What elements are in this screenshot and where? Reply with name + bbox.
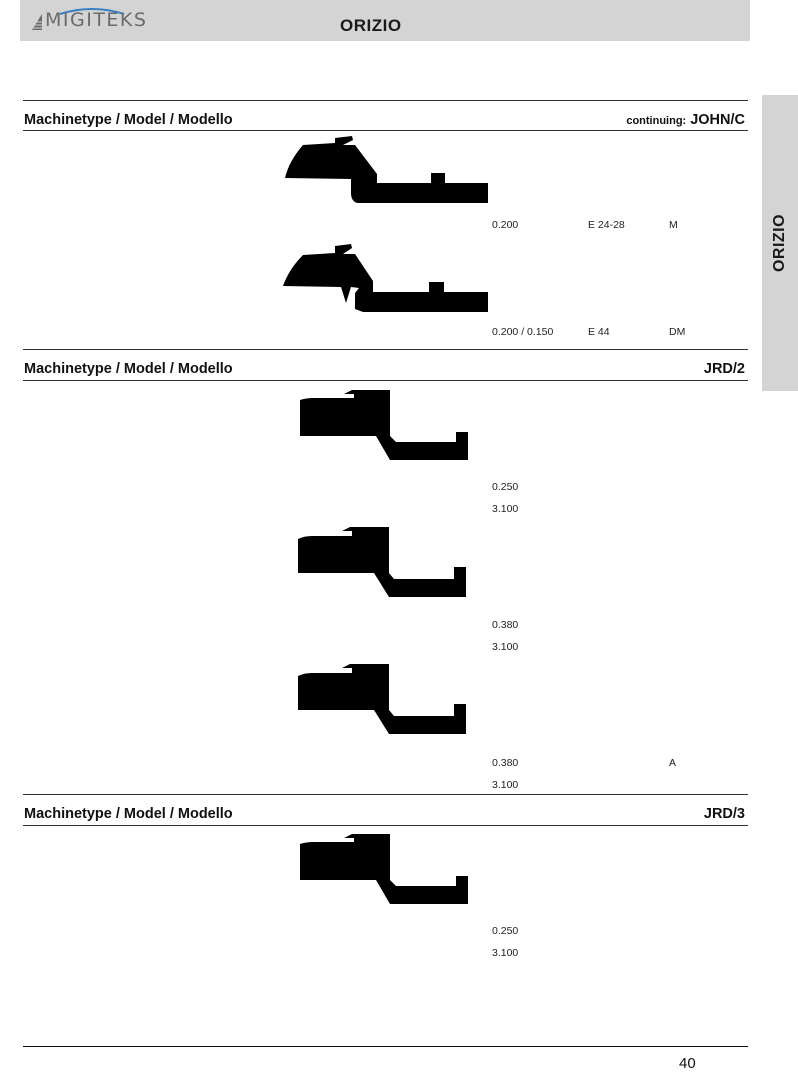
section-model [626, 112, 745, 128]
section-title: Machinetype / Model / Modello [24, 112, 233, 128]
side-tab [762, 95, 798, 391]
footer-divider [23, 1046, 748, 1047]
value-1: 0.380 [492, 619, 519, 631]
value-2: E 24-28 [588, 219, 625, 231]
section-model [704, 361, 745, 377]
value-3: M [669, 219, 678, 231]
value-1: 0.250 [492, 481, 519, 493]
section-divider [23, 130, 748, 131]
value-1: 0.380 [492, 757, 519, 769]
value-1: 0.200 / 0.150 [492, 326, 554, 338]
value-3: DM [669, 326, 686, 338]
section-divider [23, 100, 748, 101]
section-divider [23, 349, 748, 350]
value-2: 3.100 [492, 641, 519, 653]
logo-text: MIGITEKS [45, 9, 148, 31]
value-2: 3.100 [492, 503, 519, 515]
section-divider [23, 794, 748, 795]
value-1: 0.250 [492, 925, 519, 937]
section-model [704, 806, 745, 822]
sinker-profile [298, 388, 473, 463]
sinker-profile [296, 525, 471, 600]
value-2: E 44 [588, 326, 610, 338]
brand-title: ORIZIO [340, 16, 402, 35]
model-name: JRD/2 [703, 361, 745, 377]
value-3: A [669, 757, 677, 769]
continuing-label: continuing: [626, 115, 687, 127]
page-number: 40 [679, 1055, 696, 1072]
section-divider [23, 825, 748, 826]
value-1: 0.200 [492, 219, 519, 231]
page-header [20, 0, 750, 41]
migiteks-logo [32, 8, 152, 34]
value-2: 3.100 [492, 947, 519, 959]
value-2: 3.100 [492, 779, 519, 791]
section-divider [23, 380, 748, 381]
sinker-profile [283, 135, 493, 205]
sinker-profile [296, 662, 471, 737]
section-title: Machinetype / Model / Modello [24, 361, 233, 377]
section-title: Machinetype / Model / Modello [24, 806, 233, 822]
sinker-profile [298, 832, 473, 907]
model-name: JRD/3 [703, 806, 745, 822]
side-tab-label: ORIZIO [771, 213, 788, 273]
model-name: JOHN/C [690, 112, 745, 128]
sinker-profile [281, 243, 491, 315]
